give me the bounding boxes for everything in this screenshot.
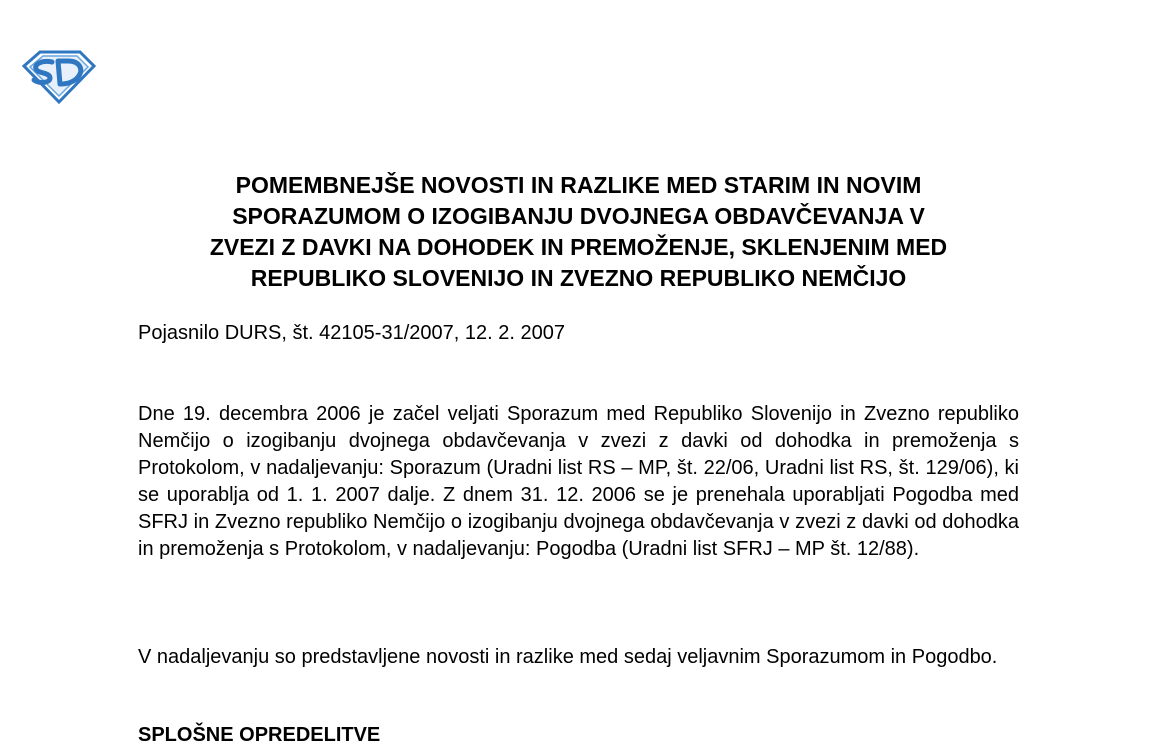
document-title: [120, 170, 1037, 294]
sd-logo-icon: [22, 48, 96, 104]
body-paragraph: Dne 19. decembra 2006 je začel veljati Sporazum med Republiko Slovenijo in Zvezno republiko Nemčijo o izogibanju dvojnega obdavčevanja v zvezi z davki od dohodka in premoženja s Protokolom, v nadaljevanju: Sporazum (Uradni list RS – MP, št. 22/06, Uradni list RS, št. 129/06), ki se uporablja od 1. 1. 2007 dalje. Z dnem 31. 12. 2006 se je prenehala uporabljati Pogodba med SFRJ in Zvezno republiko Nemčijo o izogibanju dvojnega obdavčevanja v zvezi z davki od dohodka in premoženja s Protokolom, v nadaljevanju: Pogodba (Uradni list SFRJ – MP št. 12/88).: [138, 403, 1019, 560]
title-line: ZVEZI Z DAVKI NA DOHODEK IN PREMOŽENJE, SKLENJENIM MED: [209, 234, 948, 260]
body-paragraph: V nadaljevanju so predstavljene novosti in razlike med sedaj veljavnim Sporazumom in Pogodbo.: [138, 646, 998, 668]
document-reference: Pojasnilo DURS, št. 42105-31/2007, 12. 2. 2007: [138, 322, 565, 344]
section-heading: SPLOŠNE OPREDELITVE: [138, 724, 381, 746]
title-line: REPUBLIKO SLOVENIJO IN ZVEZNO REPUBLIKO NEMČIJO: [250, 265, 907, 291]
title-line: POMEMBNEJŠE NOVOSTI IN RAZLIKE MED STARIM IN NOVIM: [235, 172, 922, 198]
title-line: SPORAZUMOM O IZOGIBANJU DVOJNEGA OBDAVČEVANJA V: [232, 203, 925, 229]
